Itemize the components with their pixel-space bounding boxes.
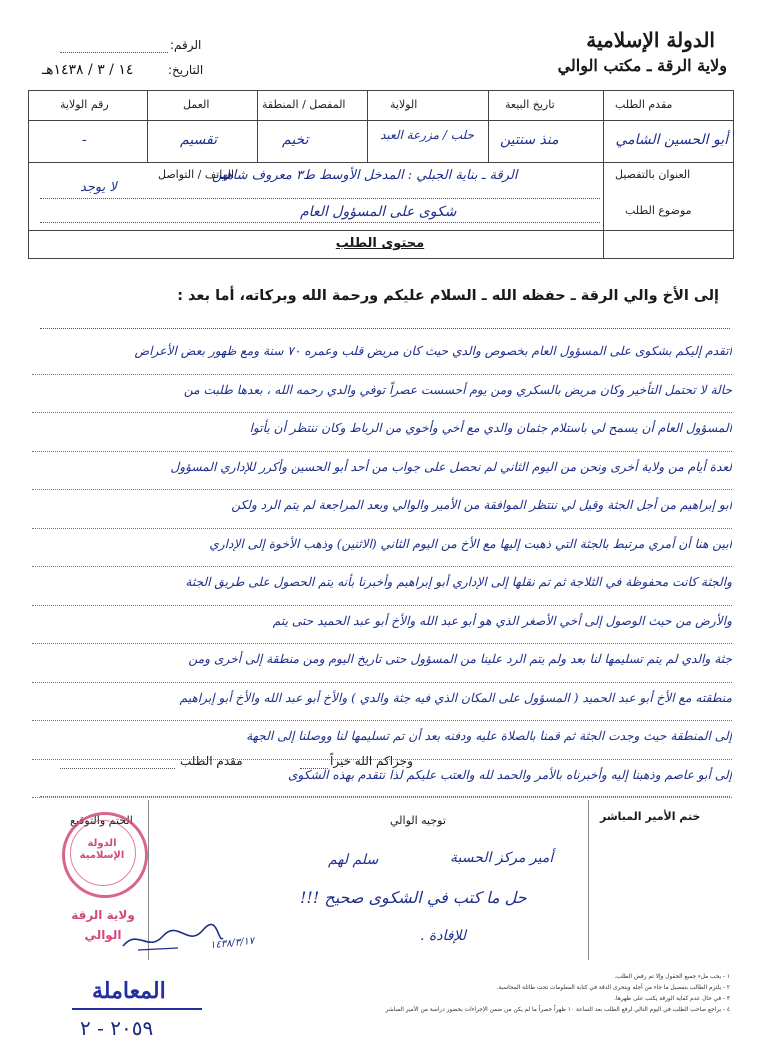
office-title: ولاية الرقة ـ مكتب الوالي	[557, 56, 727, 75]
phone-label: الهاتف / التواصل	[158, 168, 235, 181]
body-line: والأرض من حيث الوصول إلى أخي الأصغر الذي هو أبو عبد الله والأخ أبو عبد الحميد حتى يتم	[32, 606, 732, 645]
number-line	[60, 52, 168, 53]
col-pledge-date: تاريخ البيعة	[505, 98, 555, 111]
stamp-state-text: الدولة الإسلامية	[79, 838, 125, 861]
col-work: العمل	[183, 98, 210, 111]
letter-body	[32, 336, 732, 798]
number-label: الرقم:	[170, 38, 202, 52]
body-line: أتقدم إليكم بشكوى على المسؤول العام بخصوص والدي حيث كان مريض قلب وعمره ٧٠ سنة ومع ظهور بعض الأعراض	[32, 336, 732, 375]
applicant-name: أبو الحسين الشامي	[615, 132, 728, 148]
body-line: والجثة كانت محفوظة في الثلاجة ثم تم نقلها إلى الإداري أبو إبراهيم وأخبرنا بأنه يتم الحصول على طريق الجثة	[32, 567, 732, 606]
pledge-date: منذ سنتين	[500, 132, 559, 148]
body-line: أبو إبراهيم من أجل الجثة وقيل لي ننتظر الموافقة من الأمير والوالي وبعد المراجعة لم يتم الرد ولكن	[32, 490, 732, 529]
footnotes	[240, 972, 730, 1016]
date-value: ١٤ / ٣ / ١٤٣٨هـ	[42, 62, 134, 78]
body-line: إلى أبو عاصم وذهبنا إليه وأخبرناه بالأمر والحمد لله والعتب عليكم لذا نتقدم بهذه الشكوى	[32, 760, 732, 799]
body-line: المسؤول العام أن يسمح لي باستلام جثمان والدي مع أخي وأخوي من الرباط وكان ننتظر أن يأتوا	[32, 413, 732, 452]
col-province: الولاية	[390, 98, 418, 111]
stamp-signature-label: الختم والتوقيع	[70, 814, 133, 827]
col-province-number: رقم الولاية	[60, 98, 109, 111]
emir-seal-label: ختم الأمير المباشر	[600, 810, 701, 823]
province-value: حلب / مزرعة العبد	[380, 128, 474, 142]
state-title: الدولة الإسلامية	[586, 28, 715, 52]
footnote-4: ٤ - يراجع صاحب الطلب في اليوم التالي لرفع الطلب بعد الساعة ١٠ ظهراً حصراً ما لم يكن من ضمن الإجراءات بحضور دراسة من الأمير المباشر	[385, 1007, 730, 1013]
stamp-office-text: الوالي	[84, 928, 122, 942]
transaction-number: ٢٠٥٩ - ٢	[80, 1016, 154, 1040]
work-value: تقسيم	[180, 132, 218, 148]
footnote-3: ٣ - في حال عدم كفاية الورقة يكتب على ظهرها.	[614, 996, 730, 1002]
body-line: إلى المنطقة حيث وجدت الجثة ثم قمنا بالصلاة عليه ودفنه بعد أن تم تسليمها لنا ووصلنا إلى الجهة	[32, 721, 732, 760]
transaction-label: المعاملة	[92, 978, 166, 1004]
body-line: أبين هنا أن أمري مرتبط بالجثة التي ذهبت إليها مع الأخ من اليوم الثاني (الاثنين) وذهب الأخوة إلى الإداري	[32, 529, 732, 568]
body-line: منطقته مع الأخ أبو عبد الحميد ( المسؤول على المكان الذي فيه جثة والدي ) والأخ أبو عبد الله والأخ أبو إبراهيم	[32, 683, 732, 722]
address-value: الرقة ـ بناية الجبلي : المدخل الأوسط ط٣ معروف شاهين	[212, 168, 518, 183]
stamp-province-text: ولاية الرقة	[71, 908, 135, 922]
footnote-2: ٢ - يلتزم الطالب بتفصيل ما جاء من أجله ويتحرى الدقة في كتابة المعلومات تحت طائلة المحاسبة.	[496, 985, 730, 991]
dated-note: ١٤٣٨/٣/١٧	[209, 935, 255, 952]
col-applicant: مقدم الطلب	[615, 98, 673, 111]
subject-label: موضوع الطلب	[625, 204, 692, 217]
directive-line-4: للإفادة .	[420, 928, 467, 944]
district-value: تخيم	[282, 132, 309, 148]
directive-line-1: أمير مركز الحسبة	[450, 850, 554, 866]
province-number-value: -	[82, 132, 87, 148]
body-line: لعدة أيام من ولاية أخرى ونحن من اليوم الثاني لم نحصل على جواب من أحد أبو الحسين وأكرر للإداري المسؤول	[32, 452, 732, 491]
content-title: محتوى الطلب	[335, 236, 425, 251]
address-label: العنوان بالتفصيل	[615, 168, 691, 181]
closing-text: وجزاكم الله خيراً	[330, 754, 413, 768]
governor-directive-label: توجيه الوالي	[390, 814, 446, 827]
body-line: حالة لا تحتمل التأخير وكان مريض بالسكري ومن يوم أحسست عصراً توفي والدي رحمه الله ، بعدها طلبت من	[32, 375, 732, 414]
salutation: إلى الأخ والي الرقة ـ حفظه الله ـ السلام عليكم ورحمة الله وبركاته، أما بعد :	[177, 288, 719, 304]
directive-line-3: حل ما كتب في الشكوى صحيح !!!	[300, 888, 527, 907]
body-line: جثة والدي لم يتم تسليمها لنا بعد ولم يتم الرد علينا من المسؤول حتى تاريخ اليوم ومن منطقة إلى أخرى ومن	[32, 644, 732, 683]
col-district: المفصل / المنطقة	[262, 98, 346, 111]
subject-value: شكوى على المسؤول العام	[300, 204, 457, 220]
signature-scribble	[118, 918, 228, 958]
phone-value: لا يوجد	[80, 180, 117, 195]
directive-line-2: سلم لهم	[328, 852, 379, 868]
date-label: التاريخ:	[168, 63, 204, 77]
footnote-1: ١ - يجب ملء جميع الحقول وإلا تم رفض الطلب.	[614, 974, 730, 980]
applicant-sign-label: مقدم الطلب	[180, 754, 243, 768]
transaction-underline	[72, 1008, 202, 1010]
